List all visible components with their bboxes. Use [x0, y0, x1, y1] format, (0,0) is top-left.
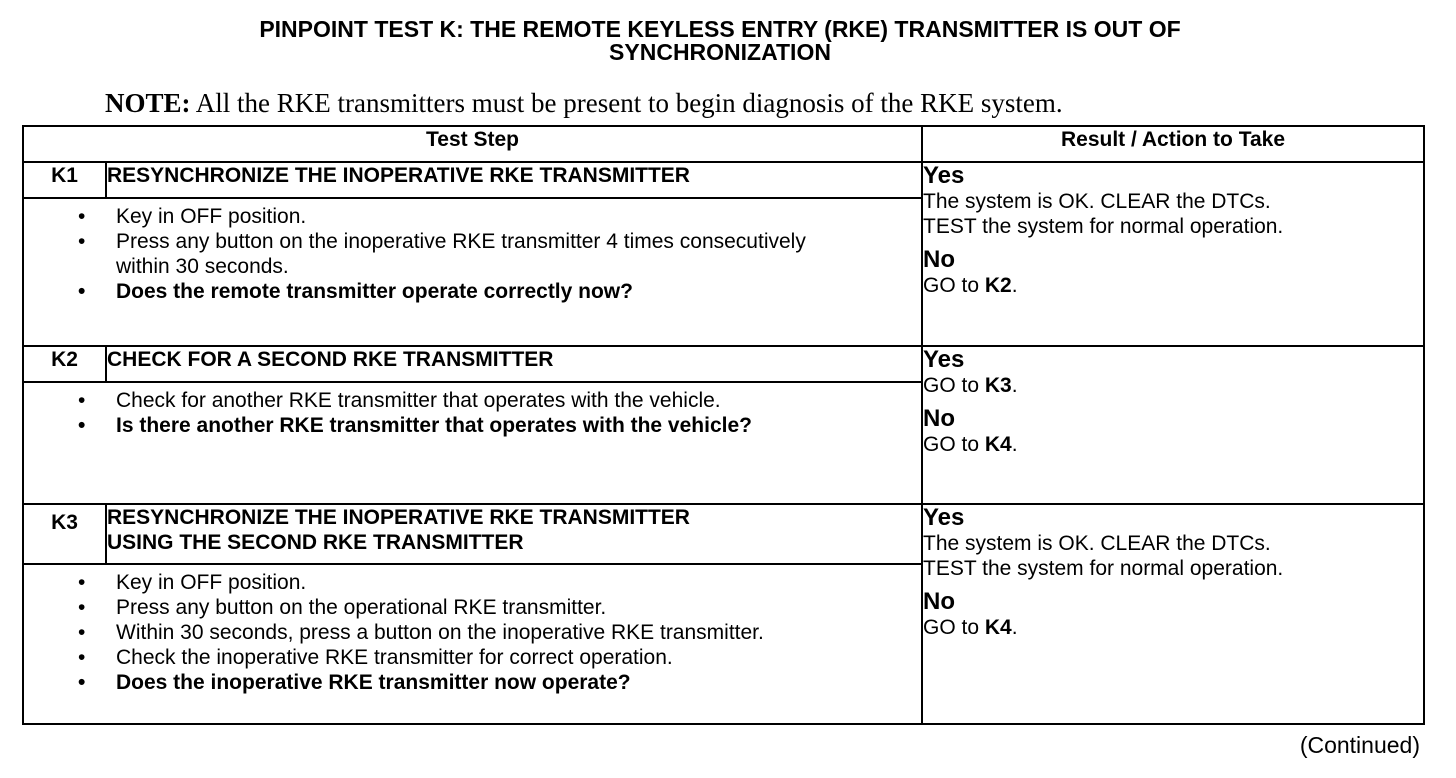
result-k1: [922, 162, 1424, 346]
result-k1-yes-line-1: The system is OK. CLEAR the DTCs.: [923, 190, 1271, 213]
step-title-k3: [106, 504, 922, 564]
step-title-k3-line-2: USING THE SECOND RKE TRANSMITTER: [107, 531, 524, 554]
step-k2-title-row: [23, 346, 1424, 382]
list-item: • Within 30 seconds, press a button on the inoperative RKE transmitter.: [116, 620, 796, 645]
step-k3-title-row: [23, 504, 1424, 564]
header-test-step: Test Step: [23, 126, 922, 162]
list-item: • Press any button on the operational RKE transmitter.: [116, 595, 921, 620]
header-result-action: Result / Action to Take: [922, 126, 1424, 162]
step-title-k3-line-1: RESYNCHRONIZE THE INOPERATIVE RKE TRANSMITTER: [107, 506, 690, 529]
list-item: • Key in OFF position.: [116, 570, 921, 595]
result-k2: [922, 346, 1424, 504]
result-k2-yes: Yes: [923, 346, 965, 373]
note-text: All the RKE transmitters must be present to begin diagnosis of the RKE system.: [190, 88, 1063, 118]
period: .: [1011, 274, 1018, 297]
result-k1-no-action: [923, 273, 1423, 298]
result-k1-yes: Yes: [923, 162, 965, 189]
pinpoint-test-table: [22, 125, 1425, 725]
result-k3-no: No: [923, 588, 955, 615]
list-item: • Key in OFF position.: [116, 204, 921, 229]
step-reference: K4: [984, 433, 1012, 456]
period: .: [1011, 616, 1018, 639]
step-reference: K4: [984, 616, 1012, 639]
period: .: [1011, 433, 1018, 456]
go-to-text: GO to: [923, 274, 985, 297]
result-k3-yes-line-2: TEST the system for normal operation.: [923, 557, 1284, 580]
step-reference: K3: [984, 374, 1012, 397]
step-reference: K2: [984, 274, 1012, 297]
page-title: [0, 18, 1440, 64]
step-k1-title-row: [23, 162, 1424, 198]
go-to-text: GO to: [923, 616, 985, 639]
table-header-row: [23, 126, 1424, 162]
go-to-text: GO to: [923, 433, 985, 456]
result-k2-yes-action: [923, 373, 1423, 398]
note-label: NOTE:: [105, 88, 191, 118]
list-item: • Check for another RKE transmitter that operates with the vehicle.: [116, 388, 796, 413]
go-to-text: GO to: [923, 374, 985, 397]
list-item: • Does the inoperative RKE transmitter now operate?: [116, 670, 921, 695]
result-k1-yes-line-2: TEST the system for normal operation.: [923, 215, 1284, 238]
result-k3-yes-line-1: The system is OK. CLEAR the DTCs.: [923, 532, 1271, 555]
step-k2-body: [23, 382, 922, 504]
continued-label: (Continued): [1299, 732, 1420, 758]
step-id-k1: K1: [23, 162, 106, 198]
list-item: • Press any button on the inoperative RKE transmitter 4 times consecutively within 30 seconds.: [116, 229, 816, 279]
step-id-k2: K2: [23, 346, 106, 382]
title-line-2: SYNCHRONIZATION: [609, 39, 831, 65]
title-line-1: PINPOINT TEST K: THE REMOTE KEYLESS ENTRY (RKE) TRANSMITTER IS OUT OF: [259, 16, 1181, 42]
step-id-k3: K3: [23, 504, 106, 564]
list-item: • Check the inoperative RKE transmitter for correct operation.: [116, 645, 921, 670]
result-k3: [922, 504, 1424, 724]
step-title-k1: RESYNCHRONIZE THE INOPERATIVE RKE TRANSMITTER: [106, 162, 922, 198]
list-item: • Is there another RKE transmitter that operates with the vehicle?: [116, 413, 806, 438]
period: .: [1011, 374, 1018, 397]
result-k3-no-action: [923, 615, 1423, 640]
result-k3-yes: Yes: [923, 504, 965, 531]
result-k1-no: No: [923, 246, 955, 273]
step-title-k2: CHECK FOR A SECOND RKE TRANSMITTER: [106, 346, 922, 382]
note: [105, 88, 1063, 118]
list-item: • Does the remote transmitter operate correctly now?: [116, 279, 921, 304]
result-k2-no: No: [923, 405, 955, 432]
step-k3-body: [23, 564, 922, 724]
step-k1-body: [23, 198, 922, 346]
result-k2-no-action: [923, 432, 1423, 457]
